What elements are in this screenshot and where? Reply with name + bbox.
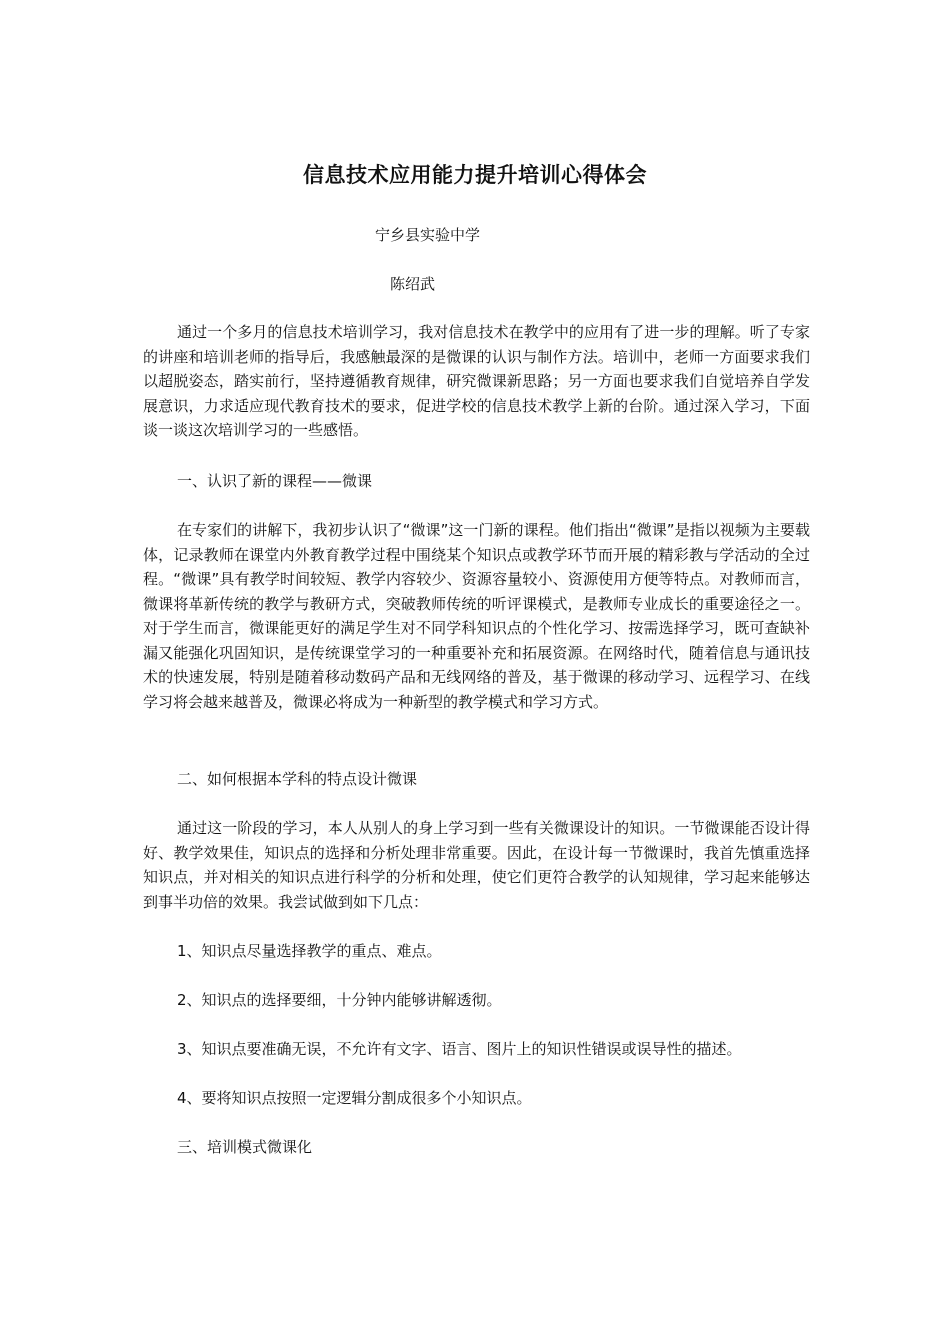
document-title: 信息技术应用能力提升培训心得体会 [303,163,647,187]
list-item: 1、知识点尽量选择教学的重点、难点。 [177,942,442,960]
section-1-lead: 在 [177,521,193,539]
list-item: 2、知识点的选择要细，十分钟内能够讲解透彻。 [177,991,502,1009]
section-1-heading: 一、认识了新的课程——微课 [177,472,373,490]
section-1-serif-phrase: 专家们的讲解下 [192,521,298,539]
section-1-paragraph [143,518,810,714]
section-3-heading: 三、培训模式微课化 [177,1138,313,1156]
section-1-body: ，我初步认识了“微课”这一门新的课程。他们指出“微课”是指以视频为主要载体，记录教师在课堂内外教育教学过程中围绕某个知识点或教学环节而开展的精彩教与学活动的全过程。“微课”具有教学时间较短、教学内容较少、资源容量较小、资源使用方便等特点。对教师而言，微课将革新传统的教学与教研方式，突破教师传统的听评课模式，是教师专业成长的重要途径之一。对于学生而言，微课能更好的满足学生对不同学科知识点的个性化学习、按需选择学习，既可查缺补漏又能强化巩固知识，是传统课堂学习的一种重要补充和拓展资源。在网络时代，随着信息与通讯技术的快速发展，特别是随着移动数码产品和无线网络的普及，基于微课的移动学习、远程学习、在线学习将会越来越普及，微课必将成为一种新型的教学模式和学习方式。 [143,521,810,711]
section-2-paragraph: 通过这一阶段的学习，本人从别人的身上学习到一些有关微课设计的知识。一节微课能否设计得好、教学效果佳，知识点的选择和分析处理非常重要。因此，在设计每一节微课时，我首先慎重选择知识点，并对相关的知识点进行科学的分析和处理，使它们更符合教学的认知规律，学习起来能够达到事半功倍的效果。我尝试做到如下几点： [143,819,810,911]
list-item: 3、知识点要准确无误，不允许有文字、语言、图片上的知识性错误或误导性的描述。 [177,1040,742,1058]
school-name: 宁乡县实验中学 [375,226,481,244]
list-item: 4、要将知识点按照一定逻辑分割成很多个小知识点。 [177,1089,532,1107]
author-name: 陈绍武 [390,275,436,293]
section-2-heading: 二、如何根据本学科的特点设计微课 [177,770,418,788]
intro-paragraph: 通过一个多月的信息技术培训学习，我对信息技术在教学中的应用有了进一步的理解。听了专家的讲座和培训老师的指导后，我感触最深的是微课的认识与制作方法。培训中，老师一方面要求我们以超脱姿态，踏实前行，坚持遵循教育规律，研究微课新思路；另一方面也要求我们自觉培养自学发展意识，力求适应现代教育技术的要求，促进学校的信息技术教学上新的台阶。通过深入学习，下面谈一谈这次培训学习的一些感悟。 [143,323,810,439]
